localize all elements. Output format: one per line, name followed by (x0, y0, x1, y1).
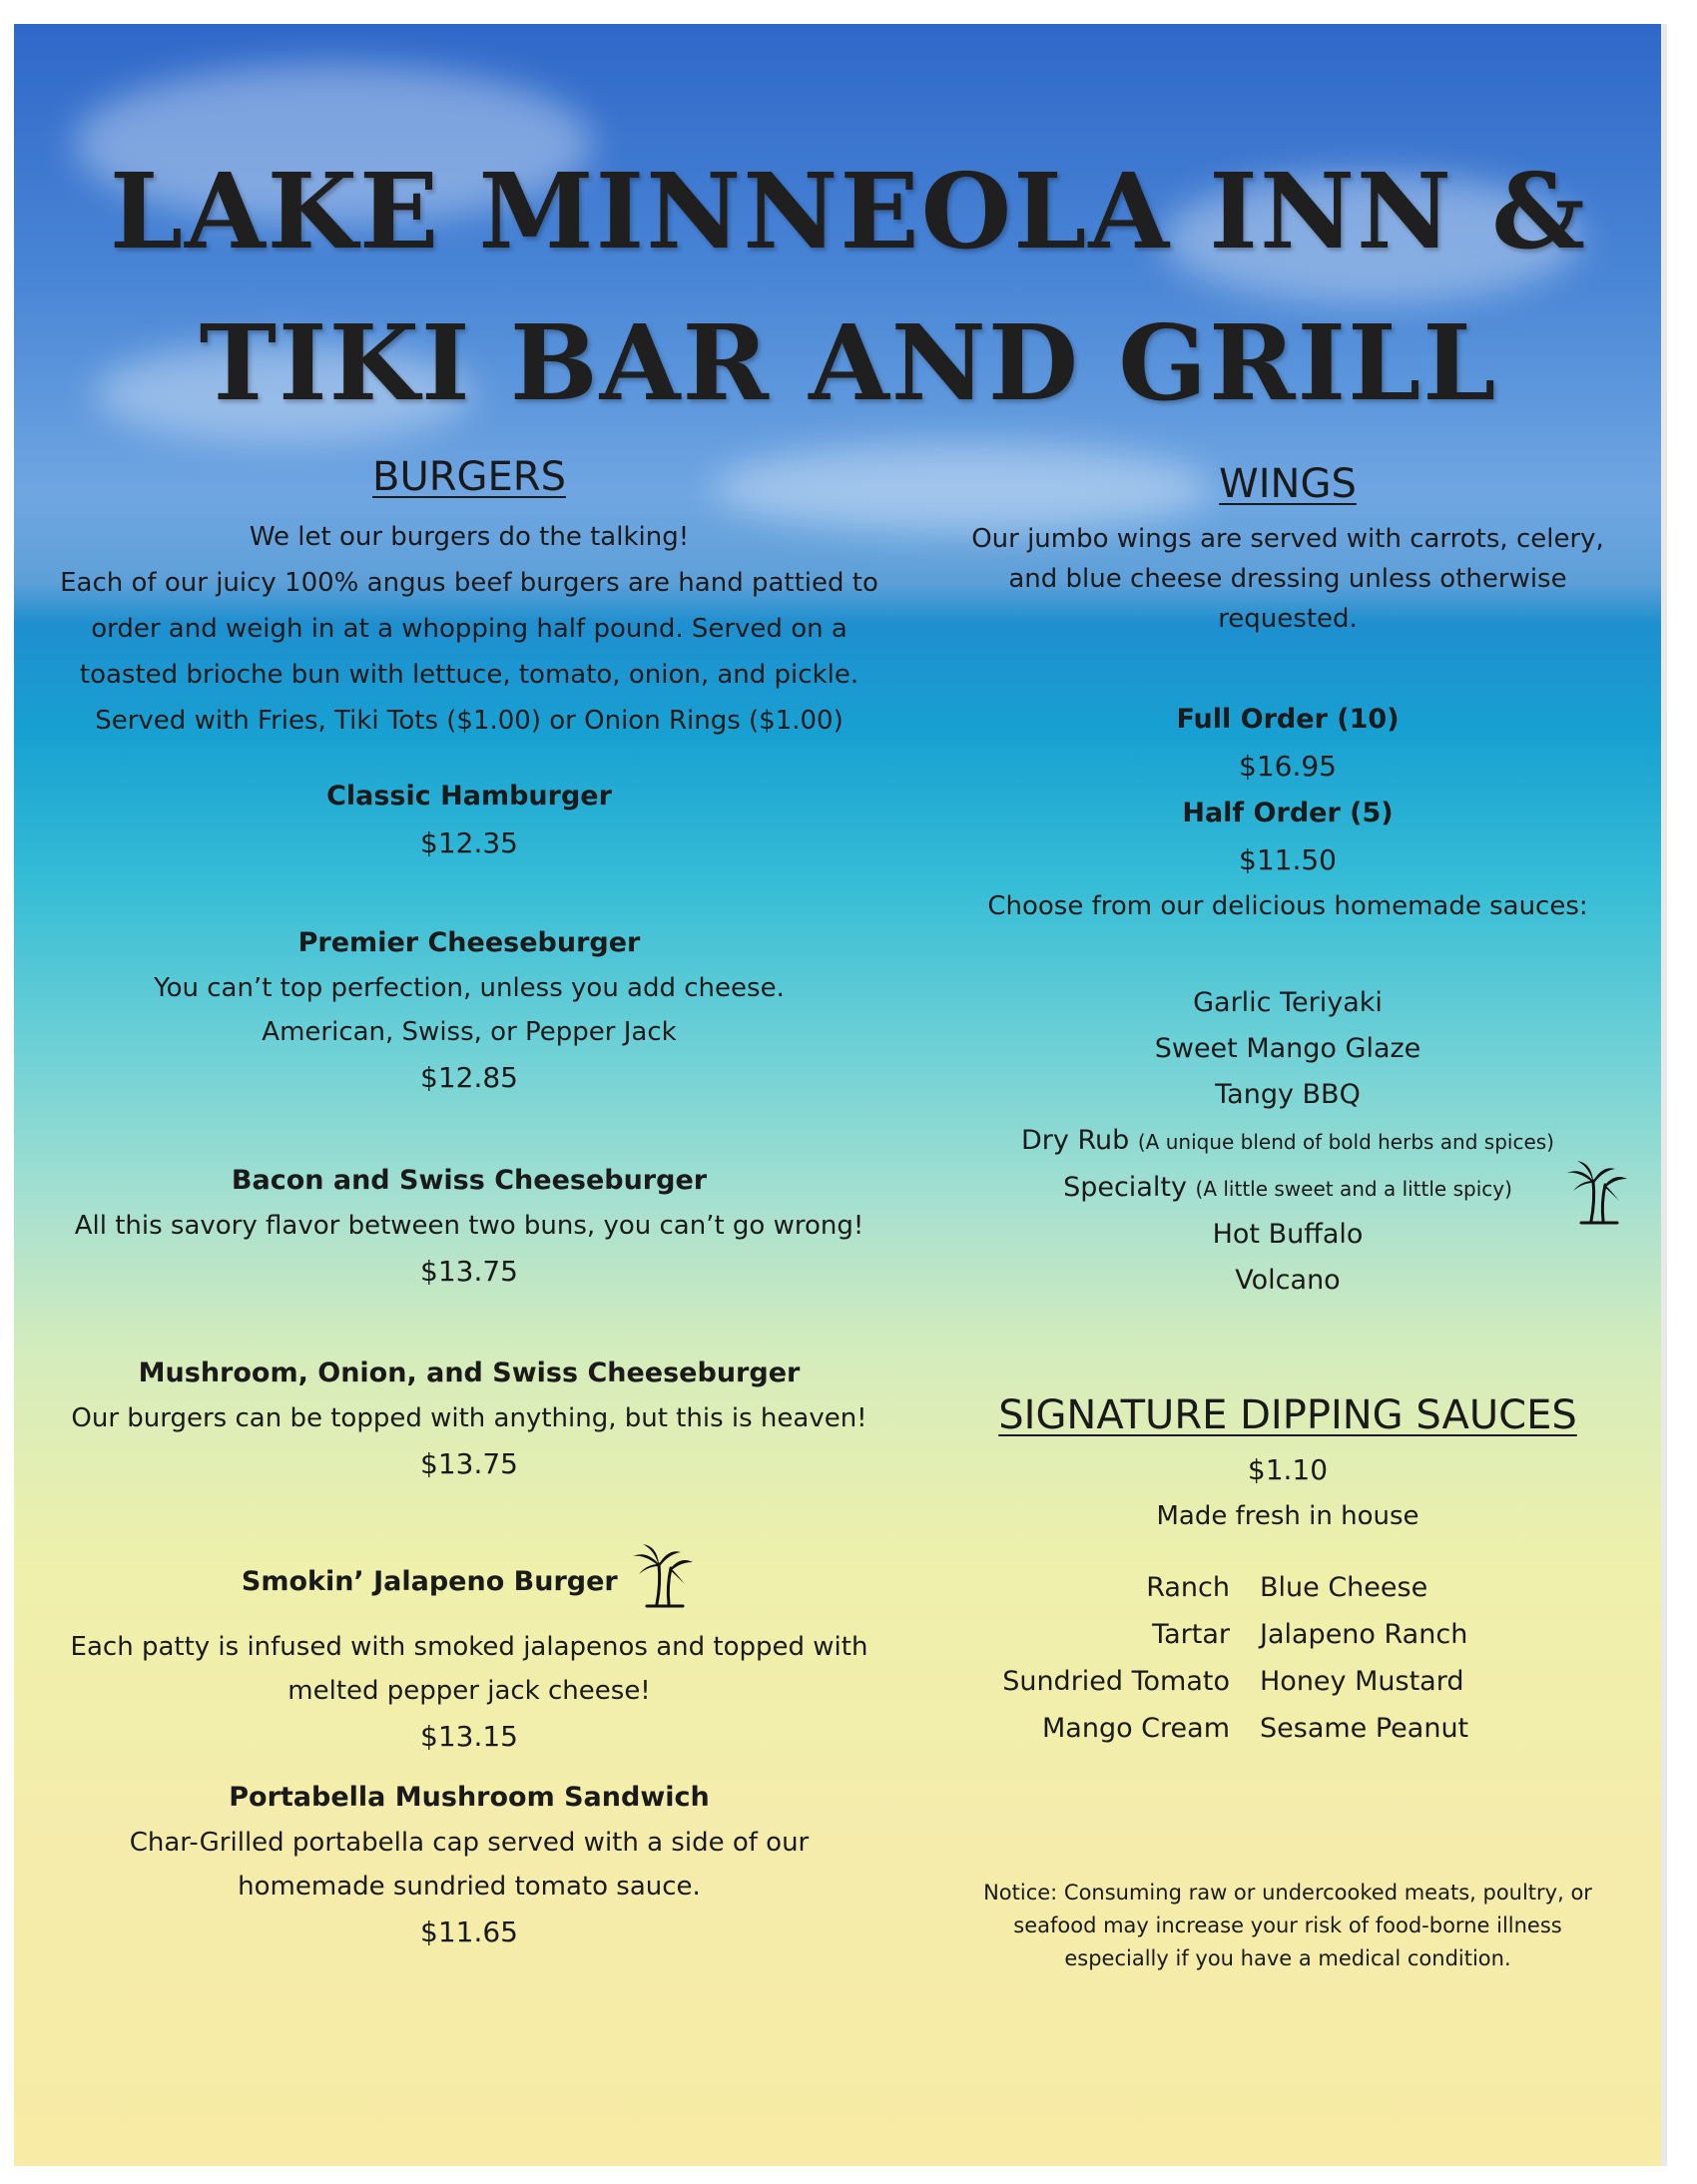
item-description: All this savory flavor between two buns, you can’t go wrong! (74, 1211, 864, 1241)
dipping-sauce: Tartar (1152, 1619, 1230, 1650)
food-safety-notice (938, 1877, 1637, 1975)
wing-sauce: Sweet Mango Glaze (1154, 1033, 1421, 1064)
dipping-price: $1.10 (1247, 1453, 1329, 1486)
item-description: Our burgers can be topped with anything, but this is heaven! (71, 1403, 867, 1433)
item-description: Each patty is infused with smoked jalapenos and topped with (70, 1632, 868, 1662)
item-description: American, Swiss, or Pepper Jack (262, 1017, 677, 1047)
wing-sauce: Dry Rub (1021, 1125, 1130, 1156)
wings-pricing (938, 697, 1637, 928)
dipping-sauce: Ranch (1146, 1572, 1230, 1603)
item-price: $12.85 (420, 1061, 518, 1094)
full-order-label: Full Order (10) (1176, 704, 1400, 735)
dipping-subtitle: Made fresh in house (1156, 1501, 1419, 1531)
dipping-sauces-section (938, 1392, 1637, 1772)
wing-sauce-note: (A unique blend of bold herbs and spices) (1137, 1130, 1554, 1154)
wing-sauce: Hot Buffalo (1212, 1219, 1364, 1250)
burgers-heading: BURGERS (372, 454, 566, 500)
dipping-sauce: Sundried Tomato (1002, 1666, 1230, 1697)
palm-tree-icon (627, 1540, 697, 1625)
item-name: Portabella Mushroom Sandwich (229, 1782, 710, 1813)
burgers-intro-line: toasted brioche bun with lettuce, tomato, onion, and pickle. (79, 660, 859, 690)
wing-sauce: Garlic Teriyaki (1193, 987, 1383, 1018)
dipping-sauce: Honey Mustard (1260, 1666, 1464, 1697)
item-price: $11.65 (420, 1915, 518, 1948)
burgers-intro-line: order and weigh in at a whopping half pound. Served on a (91, 614, 848, 644)
dipping-row (938, 1705, 1637, 1752)
dipping-sauce-grid (938, 1564, 1637, 1752)
wings-section (938, 461, 1637, 1360)
item-name: Smokin’ Jalapeno Burger (241, 1566, 618, 1597)
menu-item (60, 920, 878, 1102)
item-description: melted pepper jack cheese! (287, 1676, 651, 1706)
item-price: $13.75 (420, 1447, 518, 1480)
item-description: Char-Grilled portabella cap served with a side of our (129, 1828, 810, 1858)
item-price: $13.75 (420, 1255, 518, 1288)
dipping-heading: SIGNATURE DIPPING SAUCES (998, 1392, 1577, 1438)
wing-sauce: Volcano (1235, 1265, 1341, 1296)
item-name: Bacon and Swiss Cheeseburger (231, 1165, 708, 1196)
menu-item (60, 1775, 878, 1956)
burgers-section (60, 454, 878, 1991)
wing-sauce-row (938, 1165, 1637, 1212)
item-name: Premier Cheeseburger (297, 927, 641, 958)
half-order-price: $11.50 (1239, 843, 1337, 876)
half-order-label: Half Order (5) (1182, 798, 1394, 828)
restaurant-title-line1: LAKE MINNEOLA INN & (109, 150, 1588, 273)
burgers-intro-line: We let our burgers do the talking! (249, 522, 690, 552)
burgers-intro-line: Each of our juicy 100% angus beef burgers are hand pattied to (60, 568, 878, 598)
restaurant-title-line2: TIKI BAR AND GRILL (199, 301, 1498, 424)
menu-item (60, 1540, 878, 1761)
wings-intro (938, 519, 1637, 639)
dipping-sauce: Mango Cream (1041, 1713, 1230, 1744)
item-description: homemade sundried tomato sauce. (238, 1872, 701, 1902)
item-description: You can’t top perfection, unless you add cheese. (154, 973, 785, 1003)
burgers-intro (60, 514, 878, 744)
item-name: Classic Hamburger (326, 781, 612, 812)
notice-line: seafood may increase your risk of food-borne illness (1013, 1913, 1562, 1937)
dipping-sauce: Blue Cheese (1260, 1572, 1428, 1603)
palm-tree-icon (1561, 1157, 1631, 1242)
wing-sauce-list (938, 980, 1637, 1304)
menu-item (60, 774, 878, 867)
item-price: $13.15 (420, 1720, 518, 1753)
wing-sauce-row (938, 1118, 1637, 1165)
wing-sauce: Tangy BBQ (1215, 1079, 1361, 1110)
dipping-sauce: Sesame Peanut (1260, 1713, 1469, 1744)
wings-intro-line: requested. (1218, 604, 1358, 634)
sauce-prompt: Choose from our delicious homemade sauces: (987, 891, 1588, 921)
wings-intro-line: and blue cheese dressing unless otherwise (1008, 564, 1567, 594)
item-name: Mushroom, Onion, and Swiss Cheeseburger (138, 1358, 801, 1388)
item-price: $12.35 (420, 826, 518, 859)
dipping-sauce: Jalapeno Ranch (1260, 1619, 1468, 1650)
dipping-row (938, 1564, 1637, 1611)
notice-line: especially if you have a medical condition. (1064, 1946, 1511, 1970)
wings-intro-line: Our jumbo wings are served with carrots, celery, (971, 524, 1604, 554)
notice-line: Notice: Consuming raw or undercooked meats, poultry, or (983, 1881, 1592, 1905)
dipping-row (938, 1658, 1637, 1705)
dipping-row (938, 1611, 1637, 1658)
wing-sauce: Specialty (1063, 1172, 1187, 1203)
wing-sauce-note: (A little sweet and a little spicy) (1195, 1177, 1512, 1201)
full-order-price: $16.95 (1239, 750, 1337, 783)
wings-heading: WINGS (1219, 461, 1357, 507)
menu-item (60, 1351, 878, 1488)
menu-item (60, 1158, 878, 1296)
item-name-row (60, 1540, 878, 1625)
burgers-intro-line: Served with Fries, Tiki Tots ($1.00) or Onion Rings ($1.00) (95, 706, 844, 736)
